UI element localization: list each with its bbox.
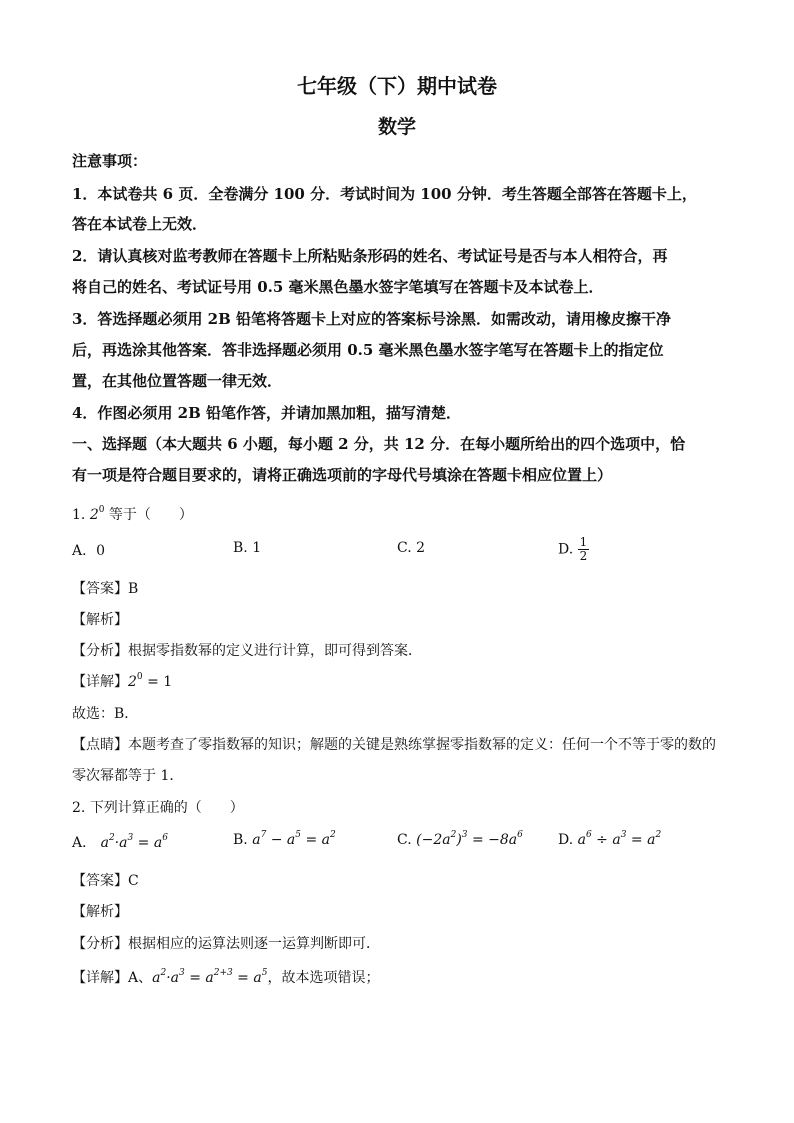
answer-2: 【答案】C	[72, 873, 139, 889]
option-b-label: B.	[233, 832, 248, 848]
subject-title: 数学	[377, 116, 416, 138]
choose-1: 故选：B．	[72, 706, 139, 722]
option-b	[233, 832, 336, 848]
question-text: 等于（ ）	[108, 507, 193, 523]
option-b-expr: $a^7 - a^5 = a^2$	[252, 830, 336, 848]
expr-base: 2	[89, 507, 99, 523]
detail-tag: 【详解】	[72, 970, 128, 986]
option-d	[558, 832, 661, 848]
fraction-numerator: 1	[579, 535, 588, 549]
question-2-stem	[72, 797, 732, 817]
fraction-denominator: 2	[579, 549, 588, 563]
option-d-expr: $a^6 \div a^3 = a^2$	[577, 830, 662, 848]
notice-line: 答在本试卷上无效．	[72, 215, 208, 233]
option-a-label: A．	[72, 835, 97, 851]
answer-1: 【答案】B	[72, 581, 139, 597]
notice-line: 4．作图必须用 2B 铅笔作答，并请加黑加粗，描写清楚．	[72, 404, 461, 422]
notice-line: 置，在其他位置答题一律无效．	[72, 372, 283, 390]
option-b: B. 1	[233, 540, 262, 556]
detail-base: 2	[128, 674, 137, 690]
option-d-label: D.	[558, 541, 574, 558]
analysis-1-tag: 【解析】	[72, 612, 128, 628]
question-number: 2.	[72, 800, 86, 816]
option-d-label: D.	[558, 832, 574, 848]
option-c	[397, 832, 523, 848]
fenxi-1: 【分析】根据零指数幂的定义进行计算，即可得到答案．	[72, 643, 422, 659]
expr-exponent: 0	[98, 505, 105, 515]
detail-expr: $a^2\cdot a^3 = a^{2+3} = a^5$	[152, 968, 268, 986]
detail-1	[72, 671, 732, 691]
option-c-label: C.	[397, 832, 412, 848]
option-c: C. 2	[397, 540, 426, 556]
option-a: A．0	[72, 543, 106, 559]
comment-1-cont: 零次幂都等于 1．	[72, 768, 184, 784]
fenxi-2: 【分析】根据相应的运算法则逐一运算判断即可．	[72, 936, 380, 952]
detail-option-a: A、	[128, 970, 153, 986]
notice-line: 后，再选涂其他答案．答非选择题必须用 0.5 毫米黑色墨水签字笔写在答题卡上的指定位	[72, 341, 664, 359]
notice-line: 3．答选择题必须用 2B 铅笔将答题卡上对应的答案标号涂黑．如需改动，请用橡皮擦干净	[72, 310, 672, 328]
option-a-expr: $a^2\cdot a^3 = a^6$	[100, 833, 168, 851]
page-title: 七年级（下）期中试卷	[297, 74, 497, 98]
section-heading: 一、选择题（本大题共 6 小题，每小题 2 分，共 12 分．在每小题所给出的四个选项中，恰	[72, 435, 686, 453]
question-number: 1.	[72, 507, 86, 523]
detail-result: = 1	[142, 674, 173, 690]
notice-line: 将自己的姓名、考试证号用 0.5 毫米黑色墨水签字笔填写在答题卡及本试卷上．	[72, 278, 604, 296]
detail-tag: 【详解】	[72, 674, 128, 690]
option-d	[558, 536, 589, 563]
option-a	[72, 832, 168, 852]
question-text: 下列计算正确的（ ）	[89, 800, 244, 816]
notice-line: 2．请认真核对监考教师在答题卡上所粘贴条形码的姓名、考试证号是否与本人相符合，再	[72, 247, 668, 265]
fraction	[578, 536, 590, 563]
detail-conclusion: ，故本选项错误；	[267, 970, 380, 986]
detail-exponent: 0	[136, 672, 143, 682]
notice-heading: 注意事项：	[72, 152, 148, 170]
comment-1: 【点睛】本题考查了零指数幂的知识；解题的关键是熟练掌握零指数幂的定义：任何一个不等于零的数的	[72, 737, 716, 753]
detail-2	[72, 967, 732, 987]
notice-line: 1．本试卷共 6 页．全卷满分 100 分．考试时间为 100 分钟．考生答题全部答在答题卡上，	[72, 185, 697, 203]
section-heading-cont: 有一项是符合题目要求的，请将正确选项前的字母代号填涂在答题卡相应位置上）	[72, 466, 613, 484]
analysis-2-tag: 【解析】	[72, 904, 128, 920]
option-c-expr: $(-2a^2)^3 = -8a^6$	[416, 830, 523, 848]
question-1-stem	[72, 504, 732, 524]
